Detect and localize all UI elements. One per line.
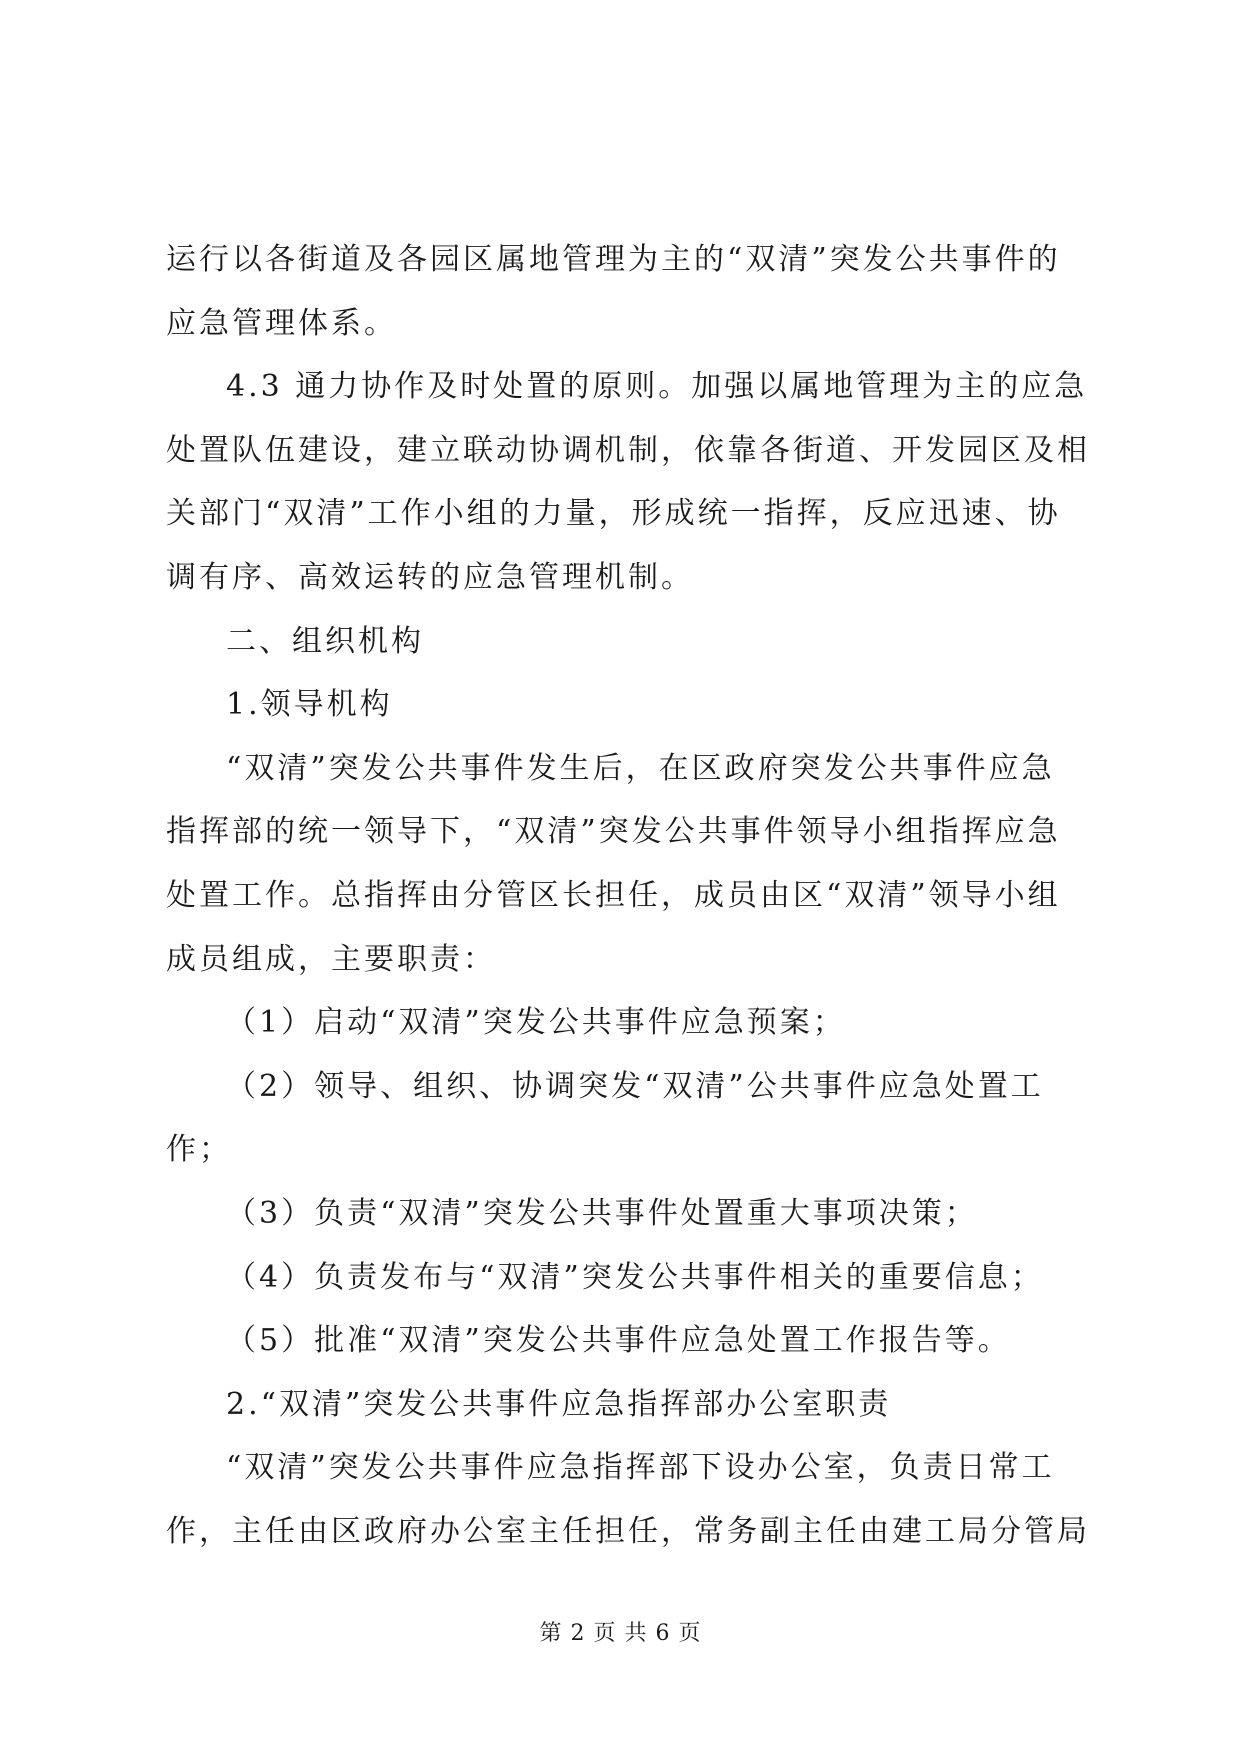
text-line: 4.3 通力协作及时处置的原则。加强以属地管理为主的应急 xyxy=(226,369,1088,405)
text-line: 处置队伍建设，建立联动协调机制，依靠各街道、开发园区及相 xyxy=(166,432,1090,468)
list-item: （5）批准“双清”突发公共事件应急处置工作报告等。 xyxy=(226,1323,1011,1359)
subsection-heading: 2.“双清”突发公共事件应急指挥部办公室职责 xyxy=(226,1386,892,1422)
text-line: 成员组成，主要职责： xyxy=(166,941,496,977)
subsection-heading: 1.领导机构 xyxy=(226,687,393,723)
list-item: （1）启动“双清”突发公共事件应急预案； xyxy=(226,1005,846,1041)
text-line: 运行以各街道及各园区属地管理为主的“双清”突发公共事件的 xyxy=(166,242,1061,277)
text-line: 关部门“双清”工作小组的力量，形成统一指挥，反应迅速、协 xyxy=(166,496,1061,532)
section-heading: 二、组织机构 xyxy=(226,623,424,659)
text-line: 处置工作。总指挥由分管区长担任，成员由区“双清”领导小组 xyxy=(166,877,1061,913)
page-footer: 第 2 页 共 6 页 xyxy=(539,1621,702,1646)
list-item-continuation: 作； xyxy=(166,1132,232,1168)
list-item: （4）负责发布与“双清”突发公共事件相关的重要信息； xyxy=(226,1259,1044,1295)
list-item: （2）领导、组织、协调突发“双清”公共事件应急处置工 xyxy=(226,1068,1044,1104)
document-body xyxy=(166,228,1090,1563)
list-item: （3）负责“双清”突发公共事件处置重大事项决策； xyxy=(226,1195,978,1231)
text-line: 指挥部的统一领导下，“双清”突发公共事件领导小组指挥应急 xyxy=(166,814,1061,850)
text-line: “双清”突发公共事件应急指挥部下设办公室，负责日常工 xyxy=(226,1450,1055,1486)
text-line: 调有序、高效运转的应急管理机制。 xyxy=(166,559,694,595)
text-line: “双清”突发公共事件发生后，在区政府突发公共事件应急 xyxy=(226,750,1055,786)
text-line: 应急管理体系。 xyxy=(166,305,397,341)
text-line: 作，主任由区政府办公室主任担任，常务副主任由建工局分管局 xyxy=(166,1513,1090,1549)
